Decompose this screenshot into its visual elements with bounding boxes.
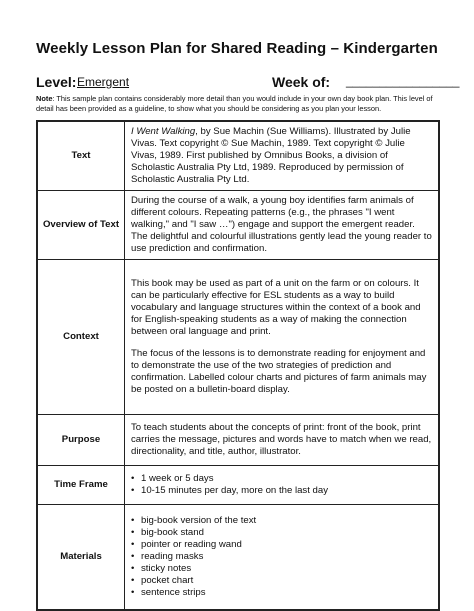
list-item: • big-book version of the text [131,515,432,527]
row-content-purpose: To teach students about the concepts of print: front of the book, print carries the message, pictures and words have to match when we read, directionality, and title, author, illustrator. [125,415,440,466]
context-paragraph-1: This book may be used as part of a unit on the farm or on colours. It can be particularly effective for ESL students as a way to build vocabulary and language structures within the context of a book and for English-speaking students as a way of making the connection between oral language and print. [131,278,421,337]
table-row-purpose [37,415,439,466]
note-text: : This sample plan contains considerably more detail than you would include in your own day book plan. This level of detail has been provided as a guideline, to show what you should be considering as you plan your lesson. [36,94,433,113]
time-frame-list [131,473,432,497]
context-paragraph-2: The focus of the lessons is to demonstrate reading for enjoyment and to demonstrate the use of the two strategies of prediction and confirmation. Labelled colour charts and pictures of farm animals may be posted on a bulletin-board display. [131,348,427,395]
list-item: • sentence strips [131,587,432,599]
list-item: • reading masks [131,551,432,563]
level-label: Level: [36,74,77,90]
list-item: • pocket chart [131,575,432,587]
document-title: Weekly Lesson Plan for Shared Reading – Kindergarten [36,40,438,57]
list-item: • big-book stand [131,527,432,539]
table-row-materials [37,505,439,611]
book-title: I Went Walking [131,126,196,137]
book-citation: , by Sue Machin (Sue Williams). Illustrated by Julie Vivas. Text copyright © Sue Machin, 1989. Text copyright © Julie Vivas, 1989. First published by Omnibus Books, a division of Scholastic Australia Pty Ltd, 1989. Reproduced by permission of Scholastic Australia Pty Ltd. [131,126,411,185]
note-paragraph [36,94,440,113]
row-content-overview: During the course of a walk, a young boy identifies farm animals of different colours. Repeating patterns (e.g., the phrases "I went walking," and "I saw …") engage and support the emergent reader. The delightful and colourful illustrations gently lead the young reader to use prediction and confirmation. [125,191,440,260]
level-value: Emergent [77,75,130,89]
row-content-context [125,260,440,415]
list-item: • 10-15 minutes per day, more on the last day [131,485,432,497]
table-row-time-frame [37,466,439,505]
table-row-context [37,260,439,415]
row-label-context: Context [37,260,125,415]
table-row-overview [37,191,439,260]
lesson-plan-table [36,120,440,611]
row-label-text: Text [37,121,125,191]
row-label-purpose: Purpose [37,415,125,466]
row-label-overview: Overview of Text [37,191,125,260]
row-label-time-frame: Time Frame [37,466,125,505]
table-row-text [37,121,439,191]
row-content-text [125,121,440,191]
week-blank-line: _________________ [346,74,460,88]
list-item: • pointer or reading wand [131,539,432,551]
row-content-time-frame [125,466,440,505]
note-label: Note [36,94,53,103]
list-item: • 1 week or 5 days [131,473,432,485]
materials-list [131,515,432,599]
row-content-materials [125,505,440,611]
row-label-materials: Materials [37,505,125,611]
week-label: Week of: [272,74,331,90]
list-item: • sticky notes [131,563,432,575]
